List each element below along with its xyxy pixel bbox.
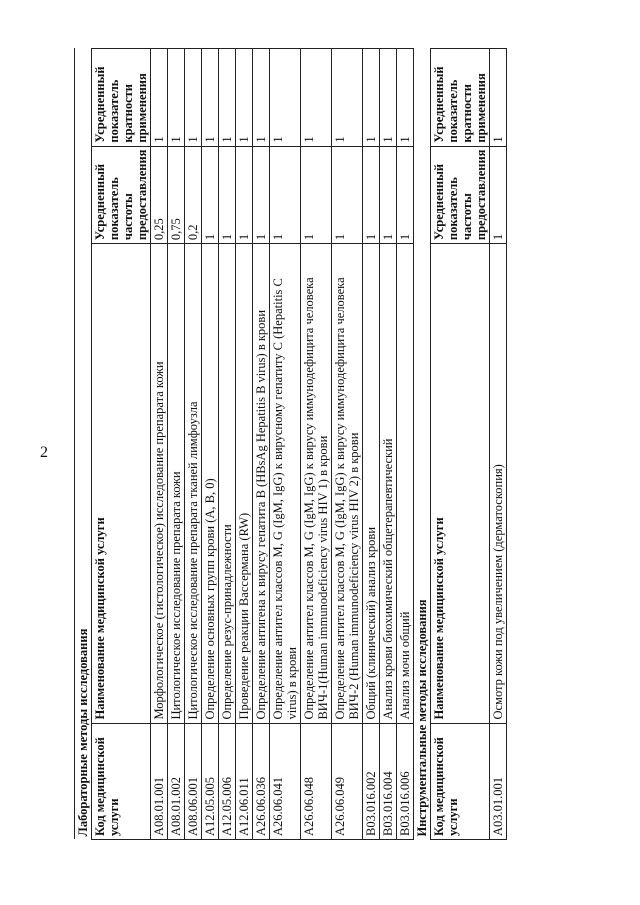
service-name: Определение резус-принадлежности bbox=[219, 244, 236, 723]
header-multiplicity: Усредненный показатель кратности применения bbox=[431, 49, 490, 147]
frequency-value: 1 bbox=[490, 146, 507, 244]
table-row bbox=[202, 49, 219, 840]
frequency-value: 1 bbox=[219, 146, 236, 244]
multiplicity-value: 1 bbox=[380, 49, 397, 147]
instr-header-row bbox=[431, 49, 490, 840]
service-code: B03.016.006 bbox=[397, 723, 414, 839]
section-title-row bbox=[414, 49, 431, 840]
multiplicity-value: 1 bbox=[332, 49, 363, 147]
table-row bbox=[185, 49, 202, 840]
lab-section-title: Лабораторные методы исследования bbox=[75, 49, 92, 840]
services-table-body bbox=[75, 49, 507, 840]
multiplicity-value: 1 bbox=[151, 49, 168, 147]
service-name: Общий (клинический) анализ крови bbox=[363, 244, 380, 723]
service-name: Цитологическое исследование препарата кожи bbox=[168, 244, 185, 723]
table-row bbox=[219, 49, 236, 840]
header-code: Код медицинской услуги bbox=[431, 723, 490, 839]
service-code: A26.06.048 bbox=[301, 723, 332, 839]
multiplicity-value: 1 bbox=[168, 49, 185, 147]
table-row bbox=[270, 49, 301, 840]
multiplicity-value: 1 bbox=[397, 49, 414, 147]
service-code: A08.06.001 bbox=[185, 723, 202, 839]
service-code: A12.05.006 bbox=[219, 723, 236, 839]
header-name: Наименование медицинской услуги bbox=[431, 244, 490, 723]
service-name: Осмотр кожи под увеличением (дерматоскопия) bbox=[490, 244, 507, 723]
service-code: B03.016.004 bbox=[380, 723, 397, 839]
service-name: Анализ мочи общий bbox=[397, 244, 414, 723]
frequency-value: 0,2 bbox=[185, 146, 202, 244]
table-row bbox=[332, 49, 363, 840]
frequency-value: 1 bbox=[332, 146, 363, 244]
frequency-value: 1 bbox=[202, 146, 219, 244]
multiplicity-value: 1 bbox=[185, 49, 202, 147]
service-name: Определение антител классов M, G (IgM, IgG) к вирусу иммунодефицита человека ВИЧ-2 (Human immunodeficiency virus HIV 2) в крови bbox=[332, 244, 363, 723]
service-name: Определение антигена к вирусу гепатита B (HBsAg Hepatitis B virus) в крови bbox=[253, 244, 270, 723]
service-code: A26.06.036 bbox=[253, 723, 270, 839]
service-name: Проведение реакции Вассермана (RW) bbox=[236, 244, 253, 723]
service-code: A03.01.001 bbox=[490, 723, 507, 839]
instr-section-title: Инструментальные методы исследования bbox=[414, 49, 431, 840]
multiplicity-value: 1 bbox=[363, 49, 380, 147]
service-name: Анализ крови биохимический общетерапевтический bbox=[380, 244, 397, 723]
multiplicity-value: 1 bbox=[270, 49, 301, 147]
table-row bbox=[301, 49, 332, 840]
service-code: A12.05.005 bbox=[202, 723, 219, 839]
table-row bbox=[380, 49, 397, 840]
frequency-value: 0,25 bbox=[151, 146, 168, 244]
table-row bbox=[236, 49, 253, 840]
lab-header-row bbox=[92, 49, 151, 840]
frequency-value: 1 bbox=[363, 146, 380, 244]
multiplicity-value: 1 bbox=[202, 49, 219, 147]
section-title-row bbox=[75, 49, 92, 840]
frequency-value: 0,75 bbox=[168, 146, 185, 244]
page-number: 2 bbox=[40, 444, 48, 461]
frequency-value: 1 bbox=[301, 146, 332, 244]
header-code: Код медицинской услуги bbox=[92, 723, 151, 839]
frequency-value: 1 bbox=[397, 146, 414, 244]
frequency-value: 1 bbox=[270, 146, 301, 244]
header-frequency: Усредненный показатель частоты предоставления bbox=[431, 146, 490, 244]
header-frequency: Усредненный показатель частоты предоставления bbox=[92, 146, 151, 244]
service-name: Определение антител классов M, G (IgM, IgG) к вирусу иммунодефицита человека ВИЧ-1(Human immunodeficiency virus HIV 1) в крови bbox=[301, 244, 332, 723]
table-row bbox=[168, 49, 185, 840]
frequency-value: 1 bbox=[236, 146, 253, 244]
table-row bbox=[151, 49, 168, 840]
multiplicity-value: 1 bbox=[301, 49, 332, 147]
header-multiplicity: Усредненный показатель кратности применения bbox=[92, 49, 151, 147]
service-name: Определение антител классов M, G (IgM, IgG) к вирусному гепатиту C (Hepatitis C virus) в крови bbox=[270, 244, 301, 723]
multiplicity-value: 1 bbox=[219, 49, 236, 147]
service-name: Цитологическое исследование препарата тканей лимфоузла bbox=[185, 244, 202, 723]
service-code: B03.016.002 bbox=[363, 723, 380, 839]
frequency-value: 1 bbox=[380, 146, 397, 244]
service-code: A08.01.002 bbox=[168, 723, 185, 839]
service-name: Морфологическое (гистологическое) исследование препарата кожи bbox=[151, 244, 168, 723]
table-row bbox=[490, 49, 507, 840]
multiplicity-value: 1 bbox=[490, 49, 507, 147]
multiplicity-value: 1 bbox=[236, 49, 253, 147]
header-name: Наименование медицинской услуги bbox=[92, 244, 151, 723]
table-row bbox=[363, 49, 380, 840]
frequency-value: 1 bbox=[253, 146, 270, 244]
service-code: A12.06.011 bbox=[236, 723, 253, 839]
service-code: A26.06.041 bbox=[270, 723, 301, 839]
service-code: A26.06.049 bbox=[332, 723, 363, 839]
service-code: A08.01.001 bbox=[151, 723, 168, 839]
service-name: Определение основных групп крови (A, B, 0) bbox=[202, 244, 219, 723]
table-row bbox=[397, 49, 414, 840]
table-row bbox=[253, 49, 270, 840]
multiplicity-value: 1 bbox=[253, 49, 270, 147]
rotated-table-area bbox=[74, 48, 594, 840]
services-table-wrapper bbox=[74, 48, 507, 840]
services-table bbox=[74, 48, 507, 840]
